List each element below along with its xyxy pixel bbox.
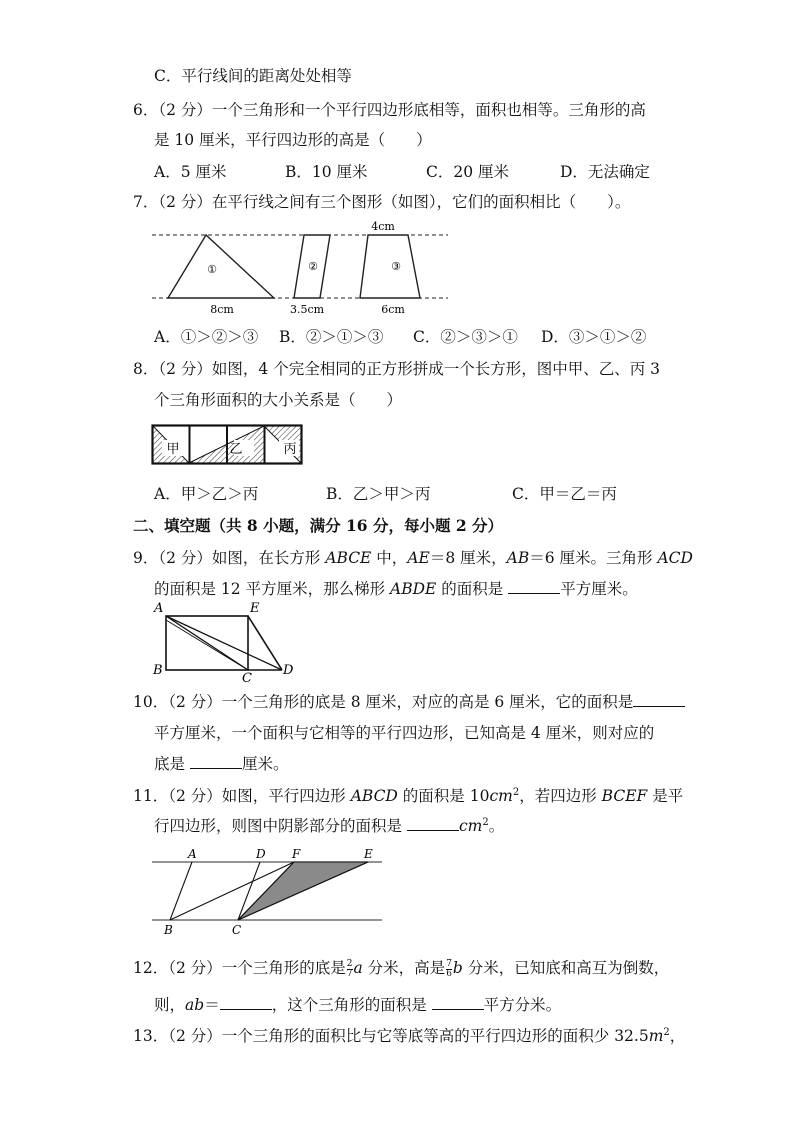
q8-option-c: C．甲＝乙＝丙: [512, 485, 617, 503]
q10-line3: 底是 厘米。: [154, 755, 289, 773]
q6-line1: 6．（2 分）一个三角形和一个平行四边形底相等，面积也相等。三角形的高: [133, 101, 646, 119]
q11-figure: [150, 846, 386, 938]
q11-label-a: A: [188, 847, 197, 861]
q7-label-base3: 6cm: [381, 303, 405, 316]
q8-label-bing: 丙: [283, 442, 297, 457]
q10-answer-blank-2[interactable]: [190, 754, 242, 769]
q9-label-c: C: [242, 671, 252, 682]
q11-line1: 11．（2 分）如图，平行四边形 ABCD 的面积是 $10cm^2$，若四边形 BCEF 是平: [133, 786, 684, 805]
q12-answer-blank-2[interactable]: [432, 995, 484, 1010]
q8-line2: 个三角形面积的大小关系是（ ）: [154, 391, 403, 409]
q9-answer-blank[interactable]: [508, 579, 560, 594]
q5-option-c: C．平行线间的距离处处相等: [154, 67, 352, 85]
q9-label-a: A: [154, 601, 164, 616]
q12-answer-blank-1[interactable]: [220, 995, 272, 1010]
q8-label-yi: 乙: [229, 442, 243, 457]
q7-option-d: D．③＞①＞②: [541, 328, 647, 346]
q6-option-c: C．20 厘米: [426, 163, 510, 181]
q9-label-d: D: [283, 663, 294, 678]
q13-line1: 13．（2 分）一个三角形的面积比与它等底等高的平行四边形的面积少 $32.5m^2$，: [133, 1026, 686, 1045]
q11-label-d: D: [256, 847, 266, 861]
q7-label-base1: 8cm: [210, 303, 234, 316]
q10-answer-blank-1[interactable]: [633, 692, 685, 707]
q9-line2: 的面积是 12 平方厘米，那么梯形 ABDE 的面积是 平方厘米。: [154, 580, 638, 598]
q10-line2: 平方厘米，一个面积与它相等的平行四边形，已知高是 4 厘米，则对应的: [154, 724, 655, 742]
q6-option-d: D．无法确定: [560, 163, 650, 181]
q11-label-c: C: [232, 923, 242, 937]
q12-fraction-2: $\frac{7}{6}$: [446, 958, 452, 979]
q11-line2: 行四边形，则图中阴影部分的面积是 $cm^2$。: [154, 816, 505, 835]
q12-line2: 则，ab＝ ，这个三角形的面积是 平方分米。: [154, 996, 562, 1014]
q11-label-b: B: [164, 923, 173, 937]
q8-label-jia: 甲: [166, 442, 180, 457]
q7-option-b: B．②＞①＞③: [279, 328, 384, 346]
q7-triangle: [168, 235, 274, 298]
q12-fraction-1: $\frac{2}{7}$: [346, 958, 353, 979]
q11-answer-blank[interactable]: [407, 816, 459, 831]
q11-label-f: F: [292, 847, 301, 861]
q9-line1: 9．（2 分）如图，在长方形 ABCE 中，AE＝8 厘米，AB＝6 厘米。三角形 ACD: [133, 549, 693, 567]
q7-label-top: 4cm: [371, 220, 395, 233]
q7-line1: 7．（2 分）在平行线之间有三个图形（如图），它们的面积相比（ ）。: [133, 193, 631, 211]
q8-option-a: A．甲＞乙＞丙: [154, 485, 259, 503]
q9-label-b: B: [153, 663, 163, 678]
q7-option-c: C．②＞③＞①: [413, 328, 518, 346]
q8-option-b: B．乙＞甲＞丙: [326, 485, 431, 503]
q6-option-a: A．5 厘米: [154, 163, 227, 181]
q9-label-e: E: [250, 601, 260, 616]
q7-label-3: ③: [391, 260, 401, 273]
q10-line1: 10．（2 分）一个三角形的底是 8 厘米，对应的高是 6 厘米，它的面积是: [133, 690, 685, 712]
q8-line1: 8．（2 分）如图，4 个完全相同的正方形拼成一个长方形，图中甲、乙、丙 3: [133, 360, 660, 378]
q7-label-base2: 3.5cm: [289, 303, 325, 316]
q6-line2: 是 10 厘米，平行四边形的高是（ ）: [154, 131, 432, 149]
section2-heading: 二、填空题（共 8 小题，满分 16 分，每小题 2 分）: [133, 516, 504, 535]
q7-trapezoid: [360, 235, 420, 298]
q7-option-a: A．①＞②＞③: [154, 328, 259, 346]
q8-figure: [151, 424, 303, 466]
q9-figure: [150, 600, 300, 682]
q6-option-b: B．10 厘米: [285, 163, 368, 181]
q7-figure: [150, 218, 450, 318]
q7-label-2: ②: [308, 260, 318, 273]
q7-label-1: ①: [207, 263, 217, 276]
q11-label-e: E: [364, 847, 373, 861]
q12-line1: 12．（2 分）一个三角形的底是 $\frac{2}{7}$ a 分米，高是 $\frac{7}{6}$ b 分米，已知底和高互为倒数，: [133, 958, 670, 979]
